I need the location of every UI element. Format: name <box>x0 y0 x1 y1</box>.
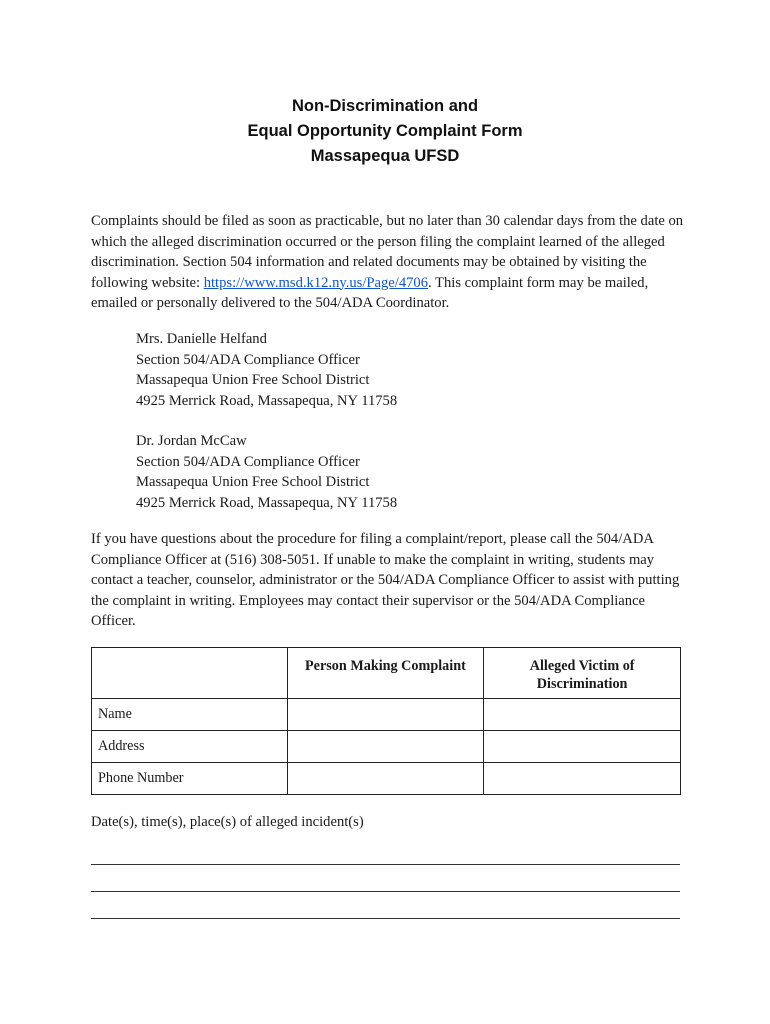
intro-text-end: . This complaint form may be mailed, emailed or personally delivered to the 504/ADA Coordinator. <box>91 274 649 311</box>
row-label-phone: Phone Number <box>92 763 288 795</box>
form-title <box>0 94 770 169</box>
intro-text-start: Complaints should be filed as soon as practicable, but no later than 30 calendar days from the date on which the alleged discrimination occurred or the person filing the complaint learned of the alleged discrimination. Section 504 information and related documents may be obtained by visiting the following website: <box>91 213 684 291</box>
questions-paragraph: If you have questions about the procedure for filing a complaint/report, please call the 504/ADA Compliance Officer at (516) 308-5051. If unable to make the complaint in writing, students may contact a teacher, counselor, administrator or the 504/ADA Compliance Officer to assist with putting the complaint in writing. Employees may contact their supervisor or the 504/ADA Compliance Officer. <box>91 531 680 629</box>
contact-block-mccaw <box>136 431 556 513</box>
contact-name: Dr. Jordan McCaw <box>136 433 247 449</box>
row-label-name: Name <box>92 699 288 731</box>
victim-phone-field[interactable] <box>484 763 681 795</box>
person-address-field[interactable] <box>287 731 484 763</box>
contact-organization: Massapequa Union Free School District <box>136 372 370 388</box>
intro-paragraph <box>91 211 691 314</box>
contact-block-helfand <box>136 329 556 411</box>
contact-address: 4925 Merrick Road, Massapequa, NY 11758 <box>136 392 398 409</box>
victim-name-field[interactable] <box>484 699 681 731</box>
title-line-1: Non-Discrimination and <box>291 97 479 115</box>
row-label-address: Address <box>92 731 288 763</box>
title-line-3: Massapequa UFSD <box>310 147 460 165</box>
contact-organization: Massapequa Union Free School District <box>136 474 370 490</box>
contact-address: 4925 Merrick Road, Massapequa, NY 11758 <box>136 494 398 511</box>
incident-answer-line[interactable] <box>91 918 680 919</box>
table-row <box>92 699 681 731</box>
title-line-2: Equal Opportunity Complaint Form <box>247 122 523 140</box>
table-header-row <box>92 648 681 699</box>
contact-title: Section 504/ADA Compliance Officer <box>136 351 360 368</box>
person-name-field[interactable] <box>287 699 484 731</box>
policy-link[interactable]: https://www.msd.k12.ny.us/Page/4706 <box>203 274 429 291</box>
incident-answer-line[interactable] <box>91 891 680 892</box>
incident-answer-line[interactable] <box>91 864 680 865</box>
incident-label: Date(s), time(s), place(s) of alleged incident(s) <box>91 814 364 830</box>
victim-address-field[interactable] <box>484 731 681 763</box>
table-row <box>92 763 681 795</box>
complaint-table <box>91 647 681 795</box>
contact-name: Mrs. Danielle Helfand <box>136 331 267 347</box>
header-person-making-complaint: Person Making Complaint <box>287 648 484 699</box>
contact-title: Section 504/ADA Compliance Officer <box>136 453 360 470</box>
person-phone-field[interactable] <box>287 763 484 795</box>
header-alleged-victim: Alleged Victim of Discrimination <box>484 648 681 699</box>
table-row <box>92 731 681 763</box>
header-cell-blank <box>92 648 288 699</box>
